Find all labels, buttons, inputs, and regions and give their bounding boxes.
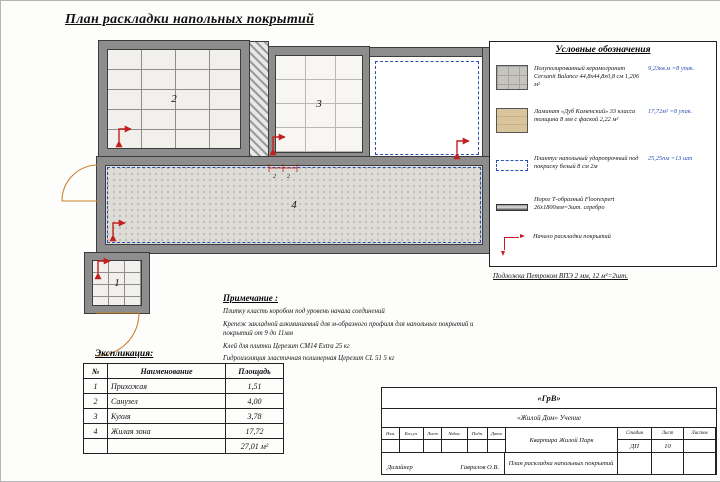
dimension-label: 2 [287,174,290,180]
table-cell: Жилая зона [108,424,226,439]
total-empty [108,439,226,454]
stamp-cell: Лист [652,428,684,440]
stamp-cell [382,440,400,452]
legend-item [490,62,716,105]
room-number: 1 [114,277,120,289]
stamp-project: «Жилой Дом» Учение [382,409,716,428]
table-cell: Кухня [108,409,226,424]
room-kitchen [269,47,369,159]
laminate-swatch [496,108,528,133]
notes-block [223,293,487,367]
designer-role: Дизайнер [387,464,413,471]
stamp-sheet-title: План раскладки напольных покрытий [505,453,618,474]
table-row [84,394,284,409]
hatched-column [249,41,269,157]
laminate-area-outline [375,61,479,155]
legend-qty: 9,23кв.м =8 упак. [648,65,695,72]
stamp-cell: 10 [652,440,684,452]
stamp-right-grid [618,453,716,474]
stamp-object: Квартира Жилой Парк [506,428,618,452]
stamp-cell [684,453,716,474]
table-header-row [84,364,284,379]
table-cell: 4,00 [226,394,284,409]
table-row [84,409,284,424]
table-cell: 3 [84,409,108,424]
stamp-cell: №док. [442,428,468,440]
legend-footer: Подложка Петроком ВПЭ 2 мм, 12 м²=2шт. [493,272,628,280]
room-number: 3 [316,98,322,110]
threshold-swatch [496,204,528,211]
table-cell: 1 [84,379,108,394]
explication-table [83,363,284,454]
legend-box [489,41,717,267]
stamp-cell [442,440,468,452]
legend-item [490,152,716,193]
stamp-stage-grid [618,428,716,452]
note-line: Плитку класть коробом под уровень начала соединений [223,308,385,315]
table-cell: Санузел [108,394,226,409]
column-header: Наименование [108,364,226,379]
legend-title: Условные обозначения [555,45,651,55]
stamp-cell [684,440,716,452]
stamp-cell: Кол.уч. [400,428,424,440]
stamp-cell [424,440,442,452]
total-area: 27,01 м² [226,439,284,454]
stamp-cell [468,440,488,452]
page-title: План раскладки напольных покрытий [65,12,315,27]
column-header: Площадь [226,364,284,379]
note-line: Крепеж закладной алюминиевый для м-образного профиля для напольных покрытий и покрытий от 9 до 11мм [223,320,474,337]
stamp-cell: Изм. [382,428,400,440]
room-hallway [85,253,149,313]
title-block [381,387,717,475]
stamp-cell: Лист [424,428,442,440]
table-cell: 1,51 [226,379,284,394]
stamp-brand: «ГрВ» [382,388,716,409]
room-sanuzel [99,41,249,157]
start-mark [504,237,519,250]
notes-title: Примечание : [223,293,279,303]
stamp-designer [382,453,505,474]
legend-desc: Начало раскладки покрытий [533,233,611,240]
note-line: Клей для плитки Церезит СМ14 Extra 25 кг [223,342,350,350]
legend-items [490,62,716,266]
room-living-zone [97,157,491,253]
stamp-cell: Стадия [618,428,652,440]
stamp-cell [618,453,652,474]
legend-item [490,105,716,152]
stamp-cell [652,453,684,474]
stamp-cell: Листов [684,428,716,440]
room-number: 2 [171,93,177,105]
dimension-label: 2 [273,174,276,180]
note-lines [223,307,487,363]
plinth-swatch [496,160,528,171]
stamp-cell [400,440,424,452]
stamp-cell: ДП [618,440,652,452]
legend-item [490,230,716,263]
legend-desc: Ламинат «Дуб Каменский» 33 класса толщина 8 мм с фаской 2,22 м² [534,108,636,124]
note-line: Гидроизоляция эластичная полимерная Церезит CL 51 5 кг [223,355,395,363]
stamp-cell: Дата [488,428,506,440]
table-cell: 17,72 [226,424,284,439]
table-cell: 2 [84,394,108,409]
legend-desc: Порог Т-образный Floorexpert 26х1800мм=3шт. серебро [534,196,615,212]
legend-qty: 25,25пм =13 шт [648,155,693,162]
stamp-cell [488,440,506,452]
table-cell: 3,78 [226,409,284,424]
total-empty [84,439,108,454]
legend-item [490,193,716,230]
room-number: 4 [291,199,297,211]
designer-name: Гаврилов О.В. [460,464,499,471]
table-row [84,424,284,439]
legend-desc: Полуполированный керамогранит Cersanit Balance 44,8x44,8x0,8 см 1,206 м² [534,65,640,89]
table-cell: 4 [84,424,108,439]
legend-desc: Плинтус напольный ударопрочный под покраску белый 8 см 2м [534,155,639,171]
stamp-cell: Подп. [468,428,488,440]
table-total-row [84,439,284,454]
stamp-revision-grid [382,428,506,452]
tile-swatch [496,65,528,90]
explication-title: Экспликация: [95,349,154,359]
column-header: № [84,364,108,379]
legend-qty: 17,72м² =8 упак. [648,108,693,115]
table-row [84,379,284,394]
table-cell: Прихожая [108,379,226,394]
wall-segment [369,47,491,57]
